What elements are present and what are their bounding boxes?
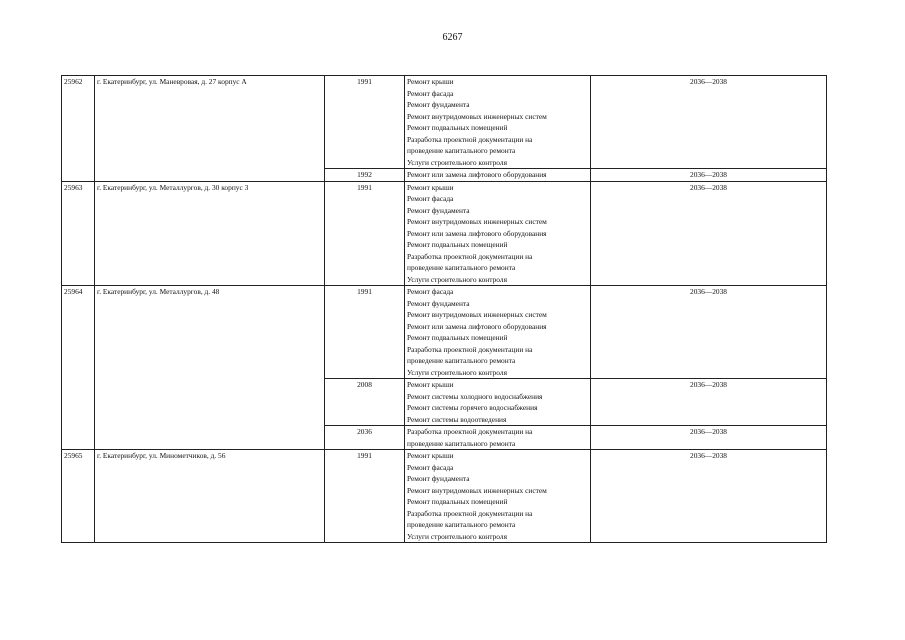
work-item: Услуги строительного контроля (407, 367, 507, 377)
record-number: 25963 (62, 181, 95, 286)
capital-repair-table (61, 75, 827, 543)
works-list (405, 450, 591, 543)
work-item: проведение капитального ремонта (407, 356, 516, 365)
planned-period: 2036—2038 (591, 181, 827, 286)
work-item: Ремонт внутридомовых инженерных систем (407, 485, 547, 495)
work-item: Ремонт фундамента (407, 474, 470, 483)
work-item: Ремонт крыши (407, 182, 454, 192)
works-list (405, 379, 591, 426)
record-address: г. Екатеринбург, ул. Металлургов, д. 48 (95, 286, 325, 450)
works-list (405, 181, 591, 286)
work-item: Разработка проектной документации на (407, 344, 533, 354)
record-number: 25962 (62, 76, 95, 182)
page-number: 6267 (442, 32, 463, 43)
work-item: Ремонт фундамента (407, 205, 470, 215)
work-item: Ремонт системы холодного водоснабжения (407, 391, 543, 401)
work-item: Ремонт фундамента (407, 100, 470, 109)
work-item: Ремонт внутридомовых инженерных систем (407, 310, 547, 319)
record-address: г. Екатеринбург, ул. Минометчиков, д. 56 (95, 450, 325, 543)
record-address: г. Екатеринбург, ул. Металлургов, д. 30 корпус 3 (95, 181, 325, 286)
record-address: г. Екатеринбург, ул. Маневровая, д. 27 корпус А (95, 76, 325, 182)
last-repair-year: 1991 (325, 76, 405, 169)
table-row (62, 76, 827, 169)
work-item: Разработка проектной документации на (407, 134, 533, 144)
record-number: 25965 (62, 450, 95, 543)
work-item: Ремонт фасада (407, 194, 454, 203)
last-repair-year: 2036 (325, 426, 405, 450)
table-row (62, 286, 827, 379)
work-item: Ремонт подвальных помещений (407, 123, 508, 132)
planned-period: 2036—2038 (591, 426, 827, 450)
planned-period: 2036—2038 (591, 169, 827, 182)
planned-period: 2036—2038 (591, 450, 827, 543)
work-item: Ремонт фасада (407, 462, 454, 472)
last-repair-year: 1991 (325, 286, 405, 379)
planned-period: 2036—2038 (591, 379, 827, 426)
work-item: Ремонт подвальных помещений (407, 240, 508, 249)
work-item: Ремонт фундамента (407, 298, 470, 308)
work-item: Ремонт фасада (407, 287, 454, 296)
work-item: проведение капитального ремонта (407, 438, 516, 448)
work-item: Ремонт или замена лифтового оборудования (407, 228, 547, 238)
work-item: Ремонт крыши (407, 451, 454, 460)
table-row (62, 450, 827, 543)
work-item: Ремонт системы водоотведения (407, 414, 507, 424)
work-item: Ремонт или замена лифтового оборудования (407, 170, 547, 179)
works-list (405, 169, 591, 182)
works-list (405, 426, 591, 450)
work-item: Ремонт крыши (407, 380, 454, 389)
last-repair-year: 1991 (325, 450, 405, 543)
work-item: Разработка проектной документации на (407, 251, 533, 261)
work-item: Услуги строительного контроля (407, 157, 507, 167)
work-item: Разработка проектной документации на (407, 508, 533, 518)
work-item: Ремонт внутридомовых инженерных систем (407, 217, 547, 226)
last-repair-year: 2008 (325, 379, 405, 426)
last-repair-year: 1992 (325, 169, 405, 182)
work-item: Ремонт крыши (407, 77, 454, 86)
table-row (62, 181, 827, 286)
planned-period: 2036—2038 (591, 76, 827, 169)
works-list (405, 286, 591, 379)
table-body (62, 76, 827, 543)
work-item: Ремонт фасада (407, 88, 454, 98)
work-item: Услуги строительного контроля (407, 531, 507, 541)
work-item: Услуги строительного контроля (407, 274, 507, 284)
work-item: проведение капитального ремонта (407, 263, 516, 272)
work-item: Ремонт подвальных помещений (407, 333, 508, 342)
work-item: Ремонт системы горячего водоснабжения (407, 403, 538, 412)
record-number: 25964 (62, 286, 95, 450)
work-item: Ремонт подвальных помещений (407, 497, 508, 506)
last-repair-year: 1991 (325, 181, 405, 286)
work-item: Ремонт или замена лифтового оборудования (407, 321, 547, 331)
work-item: проведение капитального ремонта (407, 520, 516, 529)
work-item: Ремонт внутридомовых инженерных систем (407, 111, 547, 121)
works-list (405, 76, 591, 169)
work-item: Разработка проектной документации на (407, 427, 533, 436)
work-item: проведение капитального ремонта (407, 146, 516, 155)
planned-period: 2036—2038 (591, 286, 827, 379)
